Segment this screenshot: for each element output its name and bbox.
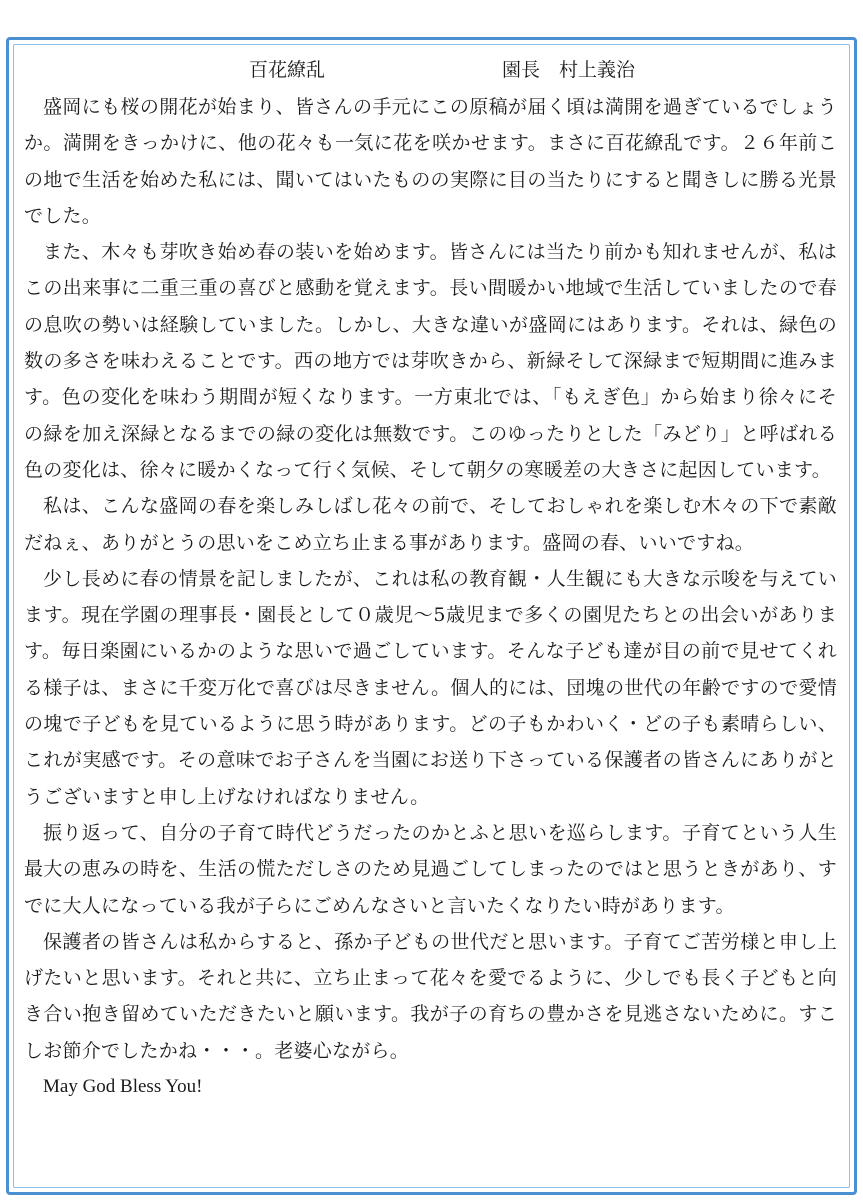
newsletter-article xyxy=(24,52,837,1105)
paragraph: 振り返って、自分の子育て時代どうだったのかとふと思いを巡らします。子育てという人生最大の恵みの時を、生活の慌ただしさのため見過ごしてしまったのではと思うときがあり、すでに大人になっている我が子らにごめんなさいと言いたくなりたい時があります。 xyxy=(24,821,837,917)
paragraph: 私は、こんな盛岡の春を楽しみしばし花々の前で、そしておしゃれを楽しむ木々の下で素敵だねぇ、ありがとうの思いをこめ立ち止まる事があります。盛岡の春、いいですね。 xyxy=(24,495,837,554)
closing-blessing: May God Bless You! xyxy=(43,1076,203,1098)
article-author: 園長 村上義治 xyxy=(502,59,636,81)
paragraph: 盛岡にも桜の開花が始まり、皆さんの手元にこの原稿が届く頃は満開を過ぎているでしょうか。満開をきっかけに、他の花々も一気に花を咲かせます。まさに百花繚乱です。２６年前この地で生活を始めた私には、聞いてはいたものの実際に目の当たりにすると聞きしに勝る光景でした。 xyxy=(24,96,837,227)
paragraph: 少し長めに春の情景を記しましたが、これは私の教育観・人生観にも大きな示唆を与えています。現在学園の理事長・園長として０歳児〜5歳児まで多くの園児たちとの出会いがあります。毎日楽園にいるかのような思いで過ごしています。そんな子ども達が目の前で見せてくれる様子は、まさに千変万化で喜びは尽きません。個人的には、団塊の世代の年齢ですので愛情の塊で子どもを見ているように思う時があります。どの子もかわいく・どの子も素晴らしい、これが実感です。その意味でお子さんを当園にお送り下さっている保護者の皆さんにありがとうございますと申し上げなければなりません。 xyxy=(24,567,837,808)
article-header xyxy=(24,52,837,89)
paragraph: また、木々も芽吹き始め春の装いを始めます。皆さんには当たり前かも知れませんが、私はこの出来事に二重三重の喜びと感動を覚えます。長い間暖かい地域で生活していましたので春の息吹の勢いは経験していました。しかし、大きな違いが盛岡にはあります。それは、緑色の数の多さを味わえることです。西の地方では芽吹きから、新緑そして深緑まで短期間に進みます。色の変化を味わう期間が短くなります。一方東北では、「もえぎ色」から始まり徐々にその緑を加え深緑となるまでの緑の変化は無数です。このゆったりとした「みどり」と呼ばれる色の変化は、徐々に暖かくなって行く気候、そして朝夕の寒暖差の大きさに起因しています。 xyxy=(24,241,837,481)
article-body xyxy=(24,89,837,1069)
article-title: 百花繚乱 xyxy=(249,59,326,81)
paragraph: 保護者の皆さんは私からすると、孫か子どもの世代だと思います。子育てご苦労様と申し上げたいと思います。それと共に、立ち止まって花々を愛でるように、少しでも長く子どもと向き合い抱き留めていただきたいと願います。我が子の育ちの豊かさを見逃さないために。すこしお節介でしたかね・・・。老婆心ながら。 xyxy=(24,930,837,1062)
